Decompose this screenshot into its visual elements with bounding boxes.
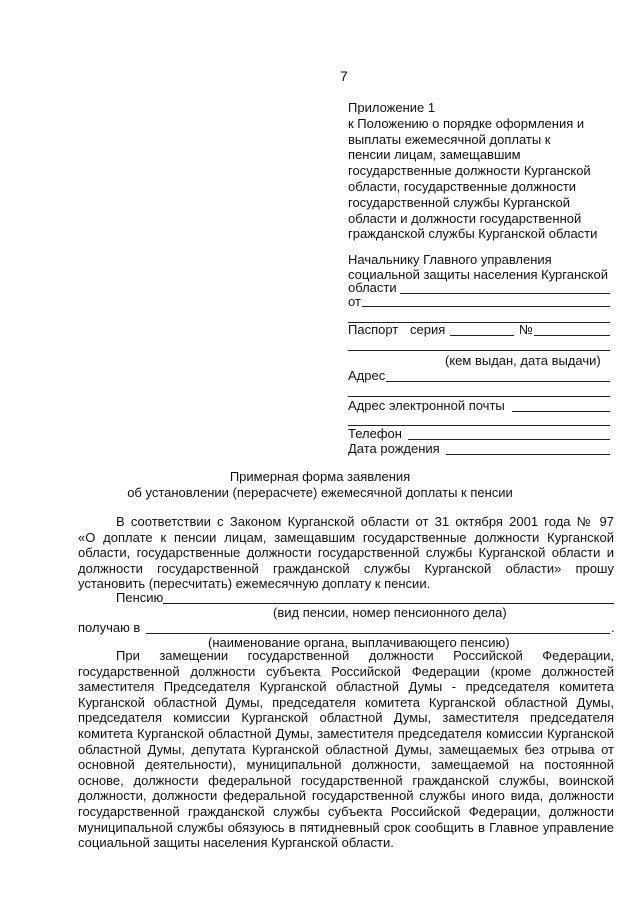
page-number: 7 xyxy=(340,68,348,84)
paragraph-line: председателя комиссии Курганской областной Думы, заместителя председателя xyxy=(78,710,614,726)
number-label: № xyxy=(519,322,533,337)
paragraph-line: В соответствии с Законом Курганской области от 31 октября 2001 года № 97 xyxy=(116,514,614,529)
series-field[interactable] xyxy=(450,335,514,336)
paragraph-line: области, государственные должности государственной службы Курганской области и xyxy=(78,545,614,561)
pension-label: Пенсию xyxy=(116,590,164,605)
appendix-line: пенсии лицам, замещавшим xyxy=(348,147,521,163)
paragraph-line: должности, должности федеральной государственной службы иного вида, должности xyxy=(78,788,614,804)
birth-label: Дата рождения xyxy=(348,441,440,456)
from-label: от xyxy=(348,294,361,309)
issued-caption: (кем выдан, дата выдачи) xyxy=(445,353,601,368)
paragraph-line: должности государственной гражданской службы Курганской области» прошу xyxy=(78,560,614,576)
paragraph-request xyxy=(78,514,614,592)
appendix-line: государственной службы Курганской xyxy=(348,194,571,210)
paragraph-line: основе, должности федеральной государственной гражданской службы, воинской xyxy=(78,772,614,788)
paragraph-line: Курганской областной Думы, председателя комитета Курганской областной Думы, xyxy=(78,694,614,710)
paragraph-line: установить (пересчитать) ежемесячную доплату к пенсии. xyxy=(78,576,431,592)
appendix-line: области и должности государственной xyxy=(348,210,582,226)
paragraph-line: «О доплате к пенсии лицам, замещавшим государственные должности Курганской xyxy=(78,529,614,545)
series-label: серия xyxy=(410,322,446,337)
appendix-line: гражданской службы Курганской области xyxy=(348,226,598,242)
addressee-line: социальной защиты населения Курганской xyxy=(348,267,608,282)
paragraph-line: основной деятельности), муниципальной должности, замещаемой на постоянной xyxy=(78,757,614,773)
form-title-line1: Примерная форма заявления xyxy=(229,469,411,484)
region-field[interactable] xyxy=(400,293,610,294)
paragraph-line: заместителя Председателя Курганской областной Думы - председателя комитета xyxy=(78,679,614,695)
birth-field[interactable] xyxy=(446,454,610,455)
addressee-line: Начальнику Главного управления xyxy=(348,252,552,267)
paragraph-line: муниципальной службы обязуюсь в пятидневный срок сообщить в Главное управление xyxy=(78,819,614,835)
paragraph-obligation xyxy=(78,648,614,851)
form-title-line2: об установлении (перерасчете) ежемесячной доплаты к пенсии xyxy=(127,485,513,500)
number-field[interactable] xyxy=(534,335,610,336)
pension-caption: (вид пенсии, номер пенсионного дела) xyxy=(273,605,507,620)
passport-label: Паспорт xyxy=(348,322,399,337)
address-label: Адрес xyxy=(348,368,386,383)
appendix-line: государственные должности Курганской xyxy=(348,163,591,179)
paragraph-line: комитета Курганской областной Думы, заместителя председателя комиссии Курганской xyxy=(78,725,614,741)
paragraph-line: государственной гражданской службы субъекта Российской Федерации, должности xyxy=(78,803,614,819)
appendix-line: выплаты ежемесячной доплаты к xyxy=(348,131,551,147)
paragraph-line: областной Думы, депутата Курганской областной Думы, замещаемых без отрыва от xyxy=(78,741,614,757)
receive-caption: (наименование органа, выплачивающего пенсию) xyxy=(208,635,510,650)
paragraph-line: государственной должности субъекта Российской Федерации (кроме должностей xyxy=(78,663,614,679)
pension-field[interactable] xyxy=(163,603,614,604)
appendix-line: к Положению о порядке оформления и xyxy=(348,115,585,131)
email-label: Адрес электронной почты xyxy=(348,398,505,413)
paragraph-line: При замещении государственной должности Российской Федерации, xyxy=(116,648,614,663)
address-field-extra[interactable] xyxy=(348,396,610,397)
paragraph-line: социальной защиты населения Курганской области. xyxy=(78,835,394,851)
receive-label: получаю в xyxy=(78,620,141,635)
receive-field[interactable] xyxy=(146,633,610,634)
region-label: области xyxy=(348,280,397,295)
issued-field[interactable] xyxy=(348,350,610,351)
phone-label: Телефон xyxy=(348,426,402,441)
email-field[interactable] xyxy=(512,411,610,412)
receive-end: . xyxy=(611,620,615,635)
appendix-line: Приложение 1 xyxy=(348,100,436,115)
phone-field[interactable] xyxy=(408,439,610,440)
address-field[interactable] xyxy=(386,381,610,382)
appendix-header xyxy=(348,100,597,242)
appendix-line: области, государственные должности xyxy=(348,178,577,194)
from-field[interactable] xyxy=(362,306,610,307)
